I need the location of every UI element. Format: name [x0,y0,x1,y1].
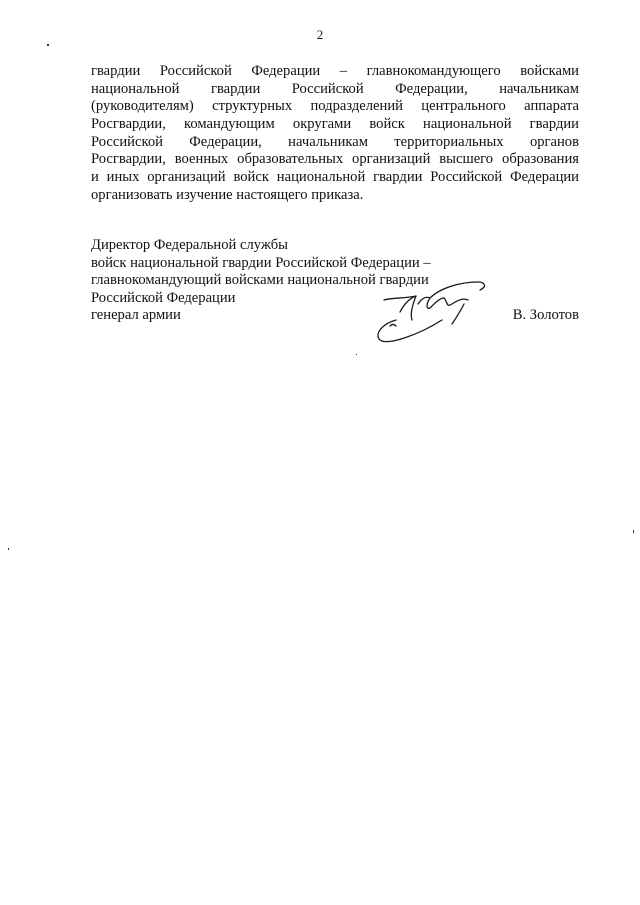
scan-speck [8,548,9,550]
body-line: гвардии Российской Федерации – главнокомандующего войсками [91,63,579,79]
scan-speck [633,530,634,533]
body-line: (руководителям) структурных подразделений центрального аппарата [91,98,579,115]
handwritten-signature [360,268,500,358]
signer-name: В. Золотов [512,307,579,323]
scan-speck [47,44,49,46]
signature-block [91,237,579,325]
body-line: национальной гвардии Российской Федерации, начальникам [91,80,579,97]
scan-speck [356,354,357,355]
page-number: 2 [316,27,324,42]
body-line: Росгвардии, военных образовательных организаций высшего образования [91,151,579,168]
body-line: Росгвардии, командующим округами войск национальной гвардии [91,116,579,133]
body-line: Российской Федерации, начальникам территориальных органов [91,133,579,150]
signer-title-line: Директор Федеральной службы [91,237,288,253]
signer-rank: генерал армии [91,307,181,323]
body-paragraph [91,63,579,205]
body-line: и иных организаций войск национальной гвардии Российской Федерации [91,169,579,186]
body-line-last: организовать изучение настоящего приказа. [91,186,364,203]
signer-title-line: Российской Федерации [91,289,236,306]
signer-title-line: войск национальной гвардии Российской Федерации – [91,254,431,271]
signer-title-line: главнокомандующий войсками национальной гвардии [91,272,429,288]
